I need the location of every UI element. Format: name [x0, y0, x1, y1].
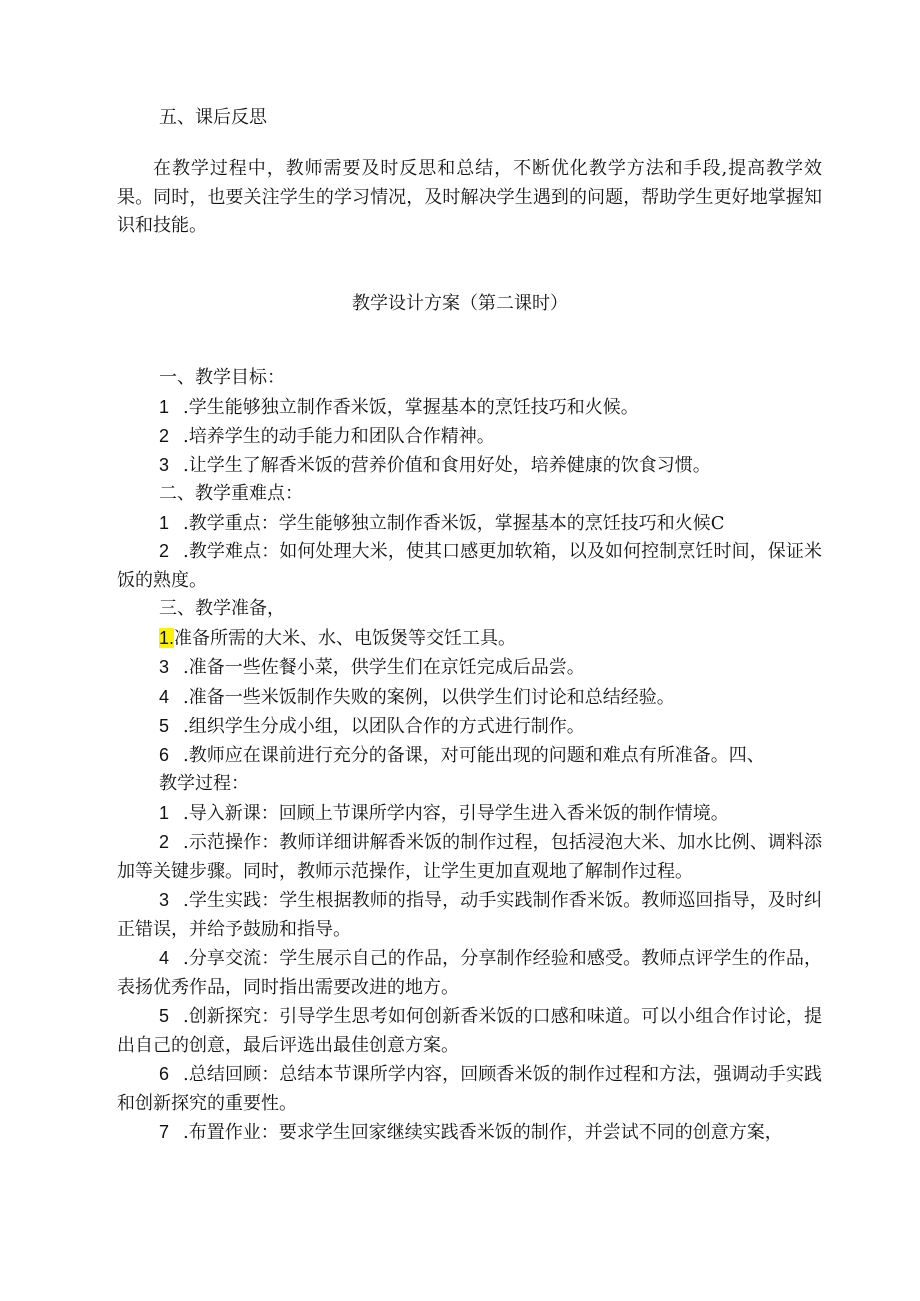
- preparation-number: 3: [159, 657, 170, 677]
- goals-heading: 一、教学目标：: [159, 367, 285, 388]
- process-number: 2: [159, 832, 170, 852]
- process-text: .总结回顾：总结本节课所学内容，回顾香米饭的制作过程和方法，强调动手实践和创新探究的重要性。: [117, 1064, 822, 1114]
- preparation-item-3: [117, 653, 864, 683]
- section-5-paragraph: 在教学过程中，教师需要及时反思和总结，不断优化教学方法和手段,提高教学效果。同时，也要关注学生的学习情况，及时解决学生遇到的问题，帮助学生更好地掌握知识和技能。: [117, 158, 822, 237]
- preparation-text: .组织学生分成小组，以团队合作的方式进行制作。: [183, 716, 585, 737]
- key-point-text: .教学重点：学生能够独立制作香米饭，掌握基本的烹饪技巧和火候C: [183, 513, 725, 534]
- process-text: .导入新课：回顾上节课所学内容，引导学生进入香米饭的制作情境。: [183, 803, 729, 824]
- goal-text: .培养学生的动手能力和团队合作精神。: [183, 426, 495, 447]
- goal-text: .学生能够独立制作香米饭，掌握基本的烹饪技巧和火候。: [183, 397, 639, 418]
- goal-item-2: [117, 422, 864, 452]
- process-item-4: [117, 944, 822, 1002]
- goal-number: 1: [159, 397, 170, 417]
- goal-item-3: [117, 451, 864, 481]
- preparation-text: .教师应在课前进行充分的备课，对可能出现的问题和难点有所准备。四、: [183, 745, 765, 766]
- key-point-number: 2: [159, 541, 170, 561]
- preparation-item-5: [117, 712, 864, 742]
- lesson-2-title: 教学设计方案（第二课时）: [352, 293, 568, 314]
- key-points-heading: 二、教学重难点：: [159, 483, 303, 504]
- preparation-text: 准备所需的大米、水、电饭煲等交饪工具。: [174, 628, 517, 649]
- process-text: .创新探究：引导学生思考如何创新香米饭的口感和味道。可以小组合作讨论，提出自己的创意，最后评选出最佳创意方案。: [117, 1006, 822, 1056]
- process-number: 4: [159, 948, 170, 968]
- key-point-number: 1: [159, 513, 170, 533]
- preparation-heading: 三、教学准备，: [159, 598, 285, 619]
- process-text: .示范操作：教师详细讲解香米饭的制作过程，包括浸泡大米、加水比例、调料添加等关键步骤。同时，教师示范操作，让学生更加直观地了解制作过程。: [117, 832, 822, 882]
- preparation-item-4: [117, 683, 864, 713]
- preparation-item-1: [117, 624, 864, 654]
- highlighted-number: 1.: [159, 628, 175, 648]
- process-text: .学生实践：学生根据教师的指导，动手实践制作香米饭。教师巡回指导，及时纠正错误，并给予鼓励和指导。: [117, 890, 822, 940]
- process-number: 6: [159, 1064, 170, 1084]
- goal-text: .让学生了解香米饭的营养价值和食用好处，培养健康的饮食习惯。: [183, 455, 711, 476]
- process-item-2: [117, 828, 822, 886]
- process-item-6: [117, 1060, 822, 1118]
- process-number: 1: [159, 803, 170, 823]
- preparation-number: 4: [159, 687, 170, 707]
- goal-number: 3: [159, 455, 170, 475]
- preparation-number: 6: [159, 745, 170, 765]
- process-number: 7: [159, 1122, 170, 1142]
- key-point-item-2: [117, 537, 822, 595]
- process-number: 5: [159, 1006, 170, 1026]
- section-5-heading: 五、课后反思: [159, 107, 267, 128]
- goal-item-1: [117, 393, 864, 423]
- goal-number: 2: [159, 426, 170, 446]
- key-point-item-1: [117, 509, 864, 539]
- process-item-7: [117, 1118, 864, 1148]
- process-text: .分享交流：学生展示自己的作品，分享制作经验和感受。教师点评学生的作品，表扬优秀作品，同时指出需要改进的地方。: [117, 948, 822, 998]
- preparation-item-6: [117, 741, 864, 771]
- preparation-text: .准备一些米饭制作失败的案例，以供学生们讨论和总结经验。: [183, 687, 675, 708]
- process-text: .布置作业：要求学生回家继续实践香米饭的制作，并尝试不同的创意方案，: [183, 1122, 783, 1143]
- process-heading: 教学过程：: [159, 773, 249, 794]
- process-item-3: [117, 886, 822, 944]
- preparation-number: 5: [159, 716, 170, 736]
- process-item-5: [117, 1002, 822, 1060]
- process-number: 3: [159, 890, 170, 910]
- process-item-1: [117, 799, 864, 829]
- preparation-text: .准备一些佐餐小菜，供学生们在京饪完成后品尝。: [183, 657, 585, 678]
- key-point-text: .教学难点：如何处理大米，使其口感更加软箱，以及如何控制烹饪时间，保证米饭的熟度。: [117, 541, 822, 591]
